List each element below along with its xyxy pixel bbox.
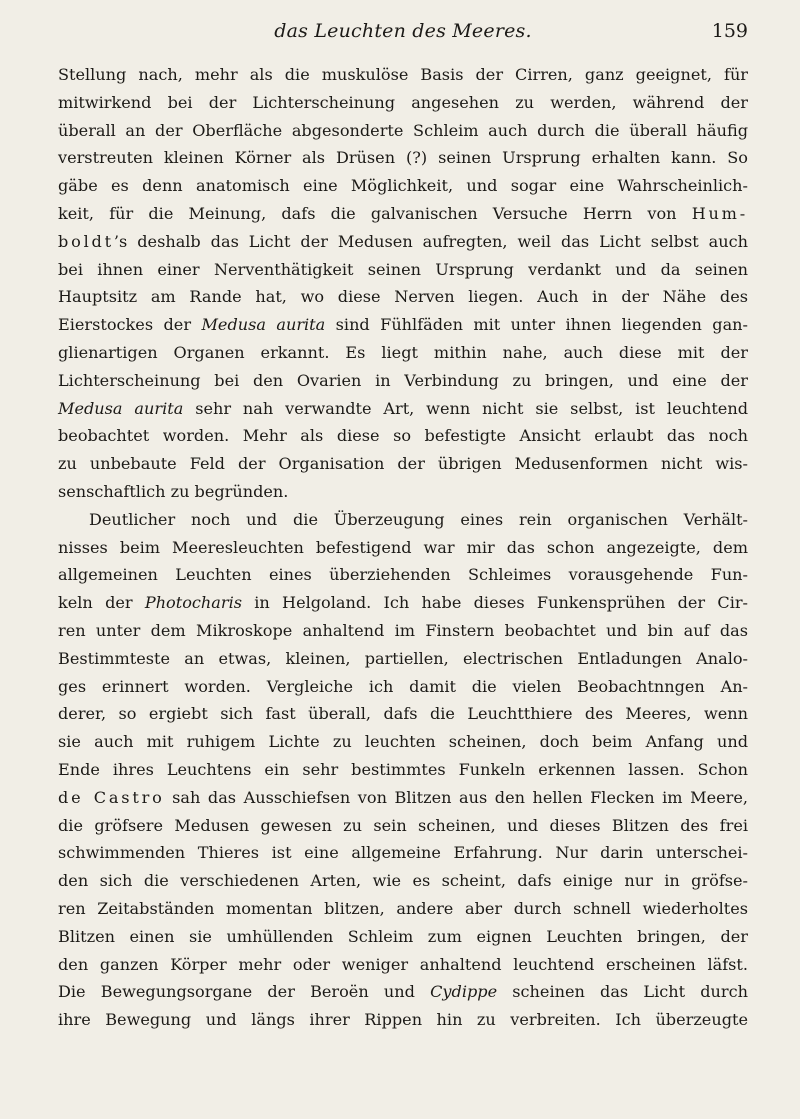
page-number: 159: [711, 20, 748, 42]
text-line: verstreuten kleinen Körner als Drüsen (?) seinen Ursprung erhalten kann. So: [58, 148, 748, 168]
text-line: Lichterscheinung bei den Ovarien in Verbindung zu bringen, und eine der: [58, 370, 748, 390]
running-title: das Leuchten des Meeres.: [274, 20, 532, 42]
text-line: Hauptsitz am Rande hat, wo diese Nerven liegen. Auch in der Nähe des: [58, 287, 748, 307]
text-line: nisses beim Meeresleuchten befestigend war mir das schon angezeigte, dem: [58, 537, 748, 557]
running-head: [58, 20, 748, 48]
spaced-name: Hum-: [691, 203, 748, 223]
text-line: Bestimmteste an etwas, kleinen, partiellen, electrischen Entladungen Analo-: [58, 648, 748, 668]
text-line: Ende ihres Leuchtens ein sehr bestimmtes Funkeln erkennen lassen. Schon: [58, 759, 748, 779]
text-line: Stellung nach, mehr als die muskulöse Basis der Cirren, ganz geeignet, für: [58, 65, 748, 84]
italic-term: Cydippe: [430, 982, 498, 1002]
italic-term: Medusa aurita: [58, 398, 184, 418]
text-line: allgemeinen Leuchten eines überziehenden Schleimes vorausgehende Fun-: [58, 565, 748, 585]
italic-term: Photocharis: [144, 593, 242, 613]
text-line: ren Zeitabständen momentan blitzen, andere aber durch schnell wiederholtes: [58, 898, 748, 918]
text-line: ihre Bewegung und längs ihrer Rippen hin zu verbreiten. Ich überzeugte: [58, 1010, 748, 1030]
text-line: Die Bewegungsorgane der Beroën und Cydippe scheinen das Licht durch: [58, 982, 748, 1002]
text-line: schwimmenden Thieres ist eine allgemeine Erfahrung. Nur darin unterschei-: [58, 843, 748, 863]
text-line: bei ihnen einer Nerventhätigkeit seinen Ursprung verdankt und da seinen: [58, 259, 748, 279]
text-line: den ganzen Körper mehr oder weniger anhaltend leuchtend erscheinen läfst.: [58, 954, 748, 974]
text-line: gäbe es denn anatomisch eine Möglichkeit, und sogar eine Wahrscheinlich-: [58, 176, 748, 196]
text-line: glienartigen Organen erkannt. Es liegt mithin nahe, auch diese mit der: [58, 342, 748, 362]
spaced-name: boldt: [58, 231, 114, 251]
text-line: überall an der Oberfläche abgesonderte Schleim auch durch die überall häufig: [58, 120, 748, 140]
text-line: zu unbebaute Feld der Organisation der übrigen Medusenformen nicht wis-: [58, 454, 748, 474]
text-line: ges erinnert worden. Vergleiche ich damit die vielen Beobachtnngen An-: [58, 676, 748, 696]
italic-term: Medusa aurita: [201, 315, 326, 335]
text-line: die gröfsere Medusen gewesen zu sein scheinen, und dieses Blitzen des frei: [58, 815, 748, 835]
text-line: ren unter dem Mikroskope anhaltend im Finstern beobachtet und bin auf das: [58, 620, 748, 640]
spaced-name: de Castro: [58, 787, 165, 807]
text-line: Eierstockes der Medusa aurita sind Fühlfäden mit unter ihnen liegenden gan-: [58, 315, 748, 335]
text-line: sie auch mit ruhigem Lichte zu leuchten scheinen, doch beim Anfang und: [58, 732, 748, 752]
text-line: beobachtet worden. Mehr als diese so befestigte Ansicht erlaubt das noch: [58, 426, 748, 446]
text-line: boldt’s deshalb das Licht der Medusen aufregten, weil das Licht selbst auch: [58, 231, 748, 251]
text-line: keln der Photocharis in Helgoland. Ich habe dieses Funkensprühen der Cir-: [58, 593, 748, 613]
body-text: [58, 61, 748, 1034]
text-line: de Castro sah das Ausschiefsen von Blitzen aus den hellen Flecken im Meere,: [58, 787, 748, 807]
text-line: senschaftlich zu begründen.: [58, 481, 289, 501]
text-line: mitwirkend bei der Lichterscheinung angesehen zu werden, während der: [58, 92, 748, 112]
text-line: derer, so ergiebt sich fast überall, dafs die Leuchtthiere des Meeres, wenn: [58, 704, 748, 724]
text-line: keit, für die Meinung, dafs die galvanischen Versuche Herrn von Hum-: [58, 203, 748, 223]
text-line: Blitzen einen sie umhüllenden Schleim zum eignen Leuchten bringen, der: [58, 926, 748, 946]
text-line: Deutlicher noch und die Überzeugung eines rein organischen Verhält-: [89, 509, 748, 529]
text-line: den sich die verschiedenen Arten, wie es scheint, dafs einige nur in gröfse-: [58, 871, 748, 891]
text-line: Medusa aurita sehr nah verwandte Art, wenn nicht sie selbst, ist leuchtend: [58, 398, 748, 418]
